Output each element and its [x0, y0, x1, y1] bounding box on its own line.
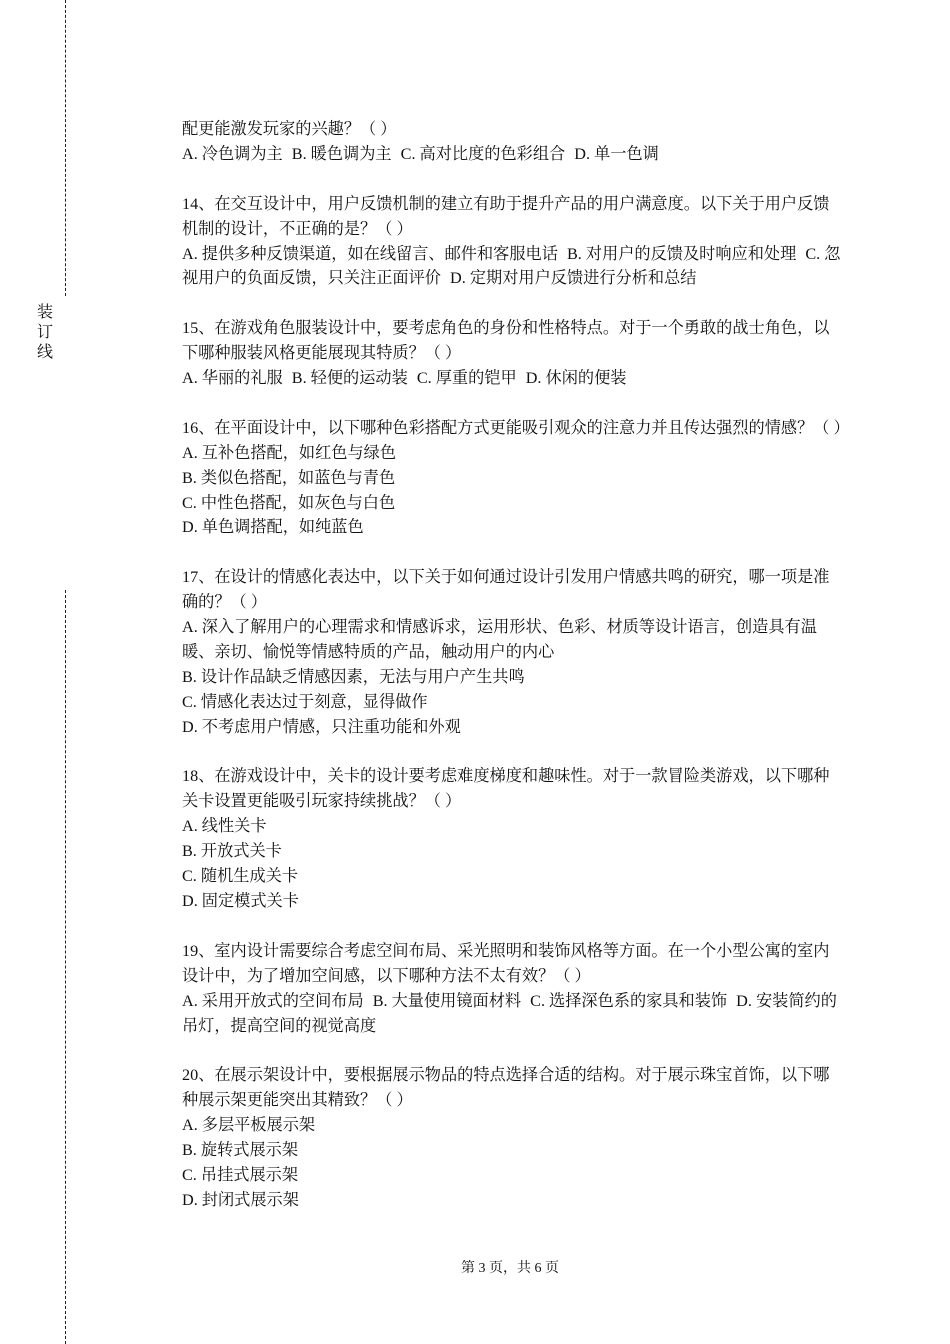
binding-dashed-line-bottom	[65, 590, 66, 1344]
option: A. 线性关卡	[182, 817, 267, 836]
option: A. 华丽的礼服	[182, 369, 283, 388]
question-options	[182, 441, 842, 541]
option: B. 暖色调为主	[291, 144, 392, 163]
question	[182, 565, 842, 739]
question	[182, 1063, 842, 1212]
option: C. 吊挂式展示架	[182, 1165, 299, 1184]
question-stem: 14、在交互设计中，用户反馈机制的建立有助于提升产品的用户满意度。以下关于用户反馈机制的设计，不正确的是？（ ）	[182, 194, 830, 238]
option: D. 固定模式关卡	[182, 892, 299, 911]
page-footer: 第 3 页，共 6 页	[461, 1261, 559, 1276]
question	[182, 764, 842, 913]
option: C. 情感化表达过于刻意，显得做作	[182, 692, 428, 711]
option: D. 封闭式展示架	[182, 1190, 299, 1209]
option: D. 安装简约的吊灯，提高空间的视觉高度	[182, 991, 837, 1035]
option: A. 采用开放式的空间布局	[182, 991, 364, 1010]
question	[182, 316, 842, 391]
option: D. 定期对用户反馈进行分析和总结	[450, 269, 697, 288]
question-stem: 17、在设计的情感化表达中，以下关于如何通过设计引发用户情感共鸣的研究，哪一项是准确的？（ ）	[182, 568, 830, 612]
option: C. 高对比度的色彩组合	[400, 144, 566, 163]
question-stem: 20、在展示架设计中，要根据展示物品的特点选择合适的结构。对于展示珠宝首饰，以下哪种展示架更能突出其精致？（ ）	[182, 1066, 830, 1110]
question-options	[182, 814, 842, 914]
question-options	[182, 242, 842, 292]
option: C. 忽视用户的负面反馈，只关注正面评价	[182, 244, 841, 288]
question-stem: 15、在游戏角色服装设计中，要考虑角色的身份和性格特点。对于一个勇敢的战士角色，以下哪种服装风格更能展现其特质？（ ）	[182, 319, 830, 363]
option: D. 单色调搭配，如纯蓝色	[182, 518, 364, 537]
question-options	[182, 366, 842, 391]
option: B. 开放式关卡	[182, 842, 282, 861]
option: C. 厚重的铠甲	[416, 369, 517, 388]
option: A. 冷色调为主	[182, 144, 283, 163]
question-options	[182, 615, 842, 740]
question-stem: 16、在平面设计中，以下哪种色彩搭配方式更能吸引观众的注意力并且传达强烈的情感？（ ）	[182, 418, 850, 437]
question	[182, 192, 842, 292]
question-options	[182, 1113, 842, 1213]
option: B. 旋转式展示架	[182, 1141, 299, 1160]
option: D. 单一色调	[574, 144, 659, 163]
option: B. 类似色搭配，如蓝色与青色	[182, 468, 396, 487]
option: B. 轻便的运动装	[291, 369, 408, 388]
binding-dashed-line-top	[65, 0, 66, 296]
option: D. 休闲的便装	[525, 369, 627, 388]
option: B. 设计作品缺乏情感因素，无法与用户产生共鸣	[182, 667, 525, 686]
question-options	[182, 142, 842, 167]
question-list	[182, 117, 850, 1238]
option: A. 互补色搭配，如红色与绿色	[182, 443, 397, 462]
question	[182, 939, 842, 1039]
option: A. 多层平板展示架	[182, 1116, 316, 1135]
question-options	[182, 989, 842, 1039]
option: C. 选择深色系的家具和装饰	[530, 991, 728, 1010]
question	[182, 117, 842, 167]
question	[182, 416, 850, 541]
option: B. 大量使用镜面材料	[372, 991, 522, 1010]
question-stem: 19、室内设计需要综合考虑空间布局、采光照明和装饰风格等方面。在一个小型公寓的室内设计中，为了增加空间感，以下哪种方法不太有效？（ ）	[182, 941, 830, 985]
option: B. 对用户的反馈及时响应和处理	[566, 244, 797, 263]
question-stem: 配更能激发玩家的兴趣？（ ）	[182, 120, 397, 138]
option: A. 提供多种反馈渠道，如在线留言、邮件和客服电话	[182, 244, 558, 263]
option: C. 随机生成关卡	[182, 867, 299, 886]
option: C. 中性色搭配，如灰色与白色	[182, 493, 396, 512]
question-stem: 18、在游戏设计中，关卡的设计要考虑难度梯度和趣味性。对于一款冒险类游戏，以下哪种关卡设置更能吸引玩家持续挑战？（ ）	[182, 767, 830, 811]
option: D. 不考虑用户情感，只注重功能和外观	[182, 717, 461, 736]
binding-label: 装订线	[37, 304, 54, 361]
option: A. 深入了解用户的心理需求和情感诉求，运用形状、色彩、材质等设计语言，创造具有温暖、亲切、愉悦等情感特质的产品，触动用户的内心	[182, 618, 817, 661]
